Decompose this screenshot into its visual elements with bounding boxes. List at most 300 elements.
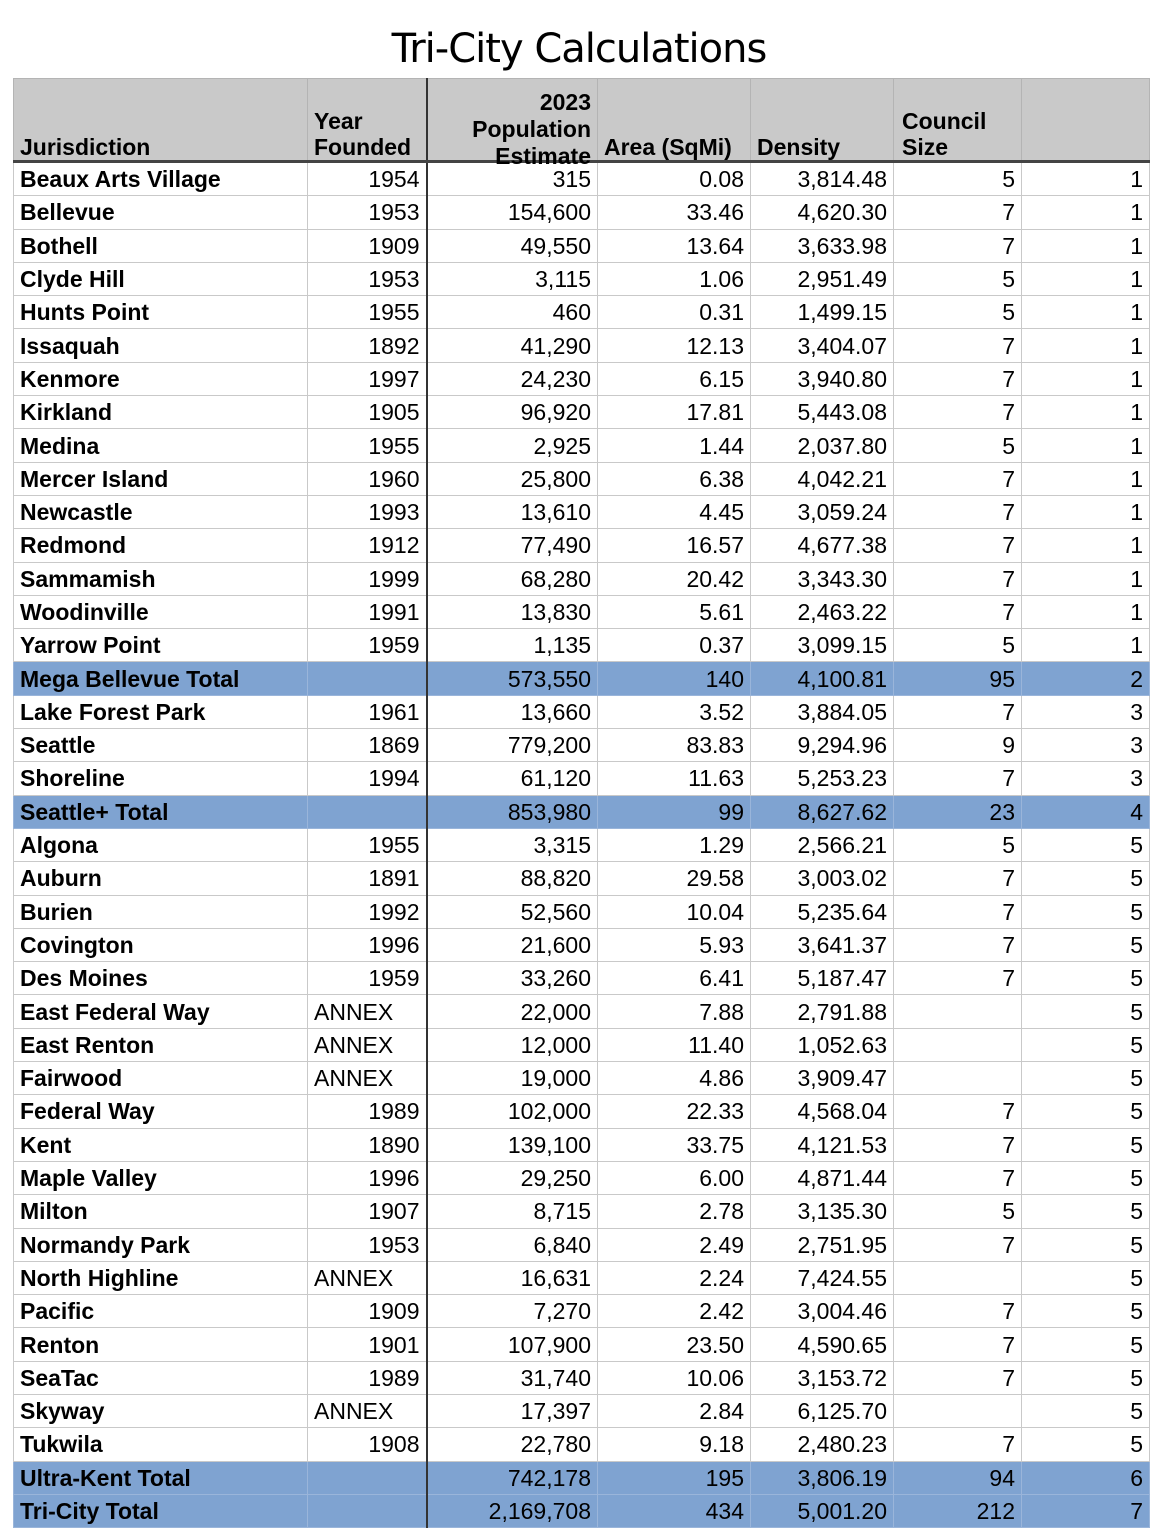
area-cell: 6.41 <box>598 962 751 995</box>
group-cell: 5 <box>1022 895 1150 928</box>
table-row <box>14 1261 1150 1294</box>
council-size-cell: 7 <box>894 1095 1022 1128</box>
density-cell: 3,940.80 <box>751 362 894 395</box>
jurisdiction-cell: Ultra-Kent Total <box>14 1461 308 1494</box>
population-cell: 88,820 <box>427 862 598 895</box>
jurisdiction-cell: East Federal Way <box>14 995 308 1028</box>
population-cell: 24,230 <box>427 362 598 395</box>
population-cell: 52,560 <box>427 895 598 928</box>
density-cell: 7,424.55 <box>751 1261 894 1294</box>
table-row <box>14 995 1150 1028</box>
year-founded-cell: 1953 <box>308 196 427 229</box>
table-row <box>14 1195 1150 1228</box>
population-cell: 573,550 <box>427 662 598 695</box>
year-founded-cell: 1891 <box>308 862 427 895</box>
density-cell: 1,499.15 <box>751 296 894 329</box>
jurisdiction-cell: Mega Bellevue Total <box>14 662 308 695</box>
table-row <box>14 729 1150 762</box>
table-row <box>14 329 1150 362</box>
jurisdiction-cell: Yarrow Point <box>14 629 308 662</box>
header-council-size <box>894 79 1022 162</box>
population-cell: 742,178 <box>427 1461 598 1494</box>
header-jurisdiction: Jurisdiction <box>14 79 308 162</box>
council-size-cell <box>894 1394 1022 1427</box>
table-row <box>14 1394 1150 1427</box>
group-cell: 5 <box>1022 862 1150 895</box>
population-cell: 3,115 <box>427 262 598 295</box>
group-cell: 1 <box>1022 529 1150 562</box>
jurisdiction-cell: Beaux Arts Village <box>14 162 308 196</box>
density-cell: 3,003.02 <box>751 862 894 895</box>
table-row <box>14 862 1150 895</box>
population-cell: 3,315 <box>427 828 598 861</box>
population-cell: 2,169,708 <box>427 1494 598 1527</box>
area-cell: 140 <box>598 662 751 695</box>
group-cell: 1 <box>1022 362 1150 395</box>
density-cell: 5,235.64 <box>751 895 894 928</box>
year-founded-cell: 1989 <box>308 1361 427 1394</box>
density-cell: 4,121.53 <box>751 1128 894 1161</box>
jurisdiction-cell: Covington <box>14 928 308 961</box>
council-size-cell: 7 <box>894 928 1022 961</box>
table-row <box>14 1328 1150 1361</box>
jurisdiction-cell: Bothell <box>14 229 308 262</box>
population-cell: 25,800 <box>427 462 598 495</box>
density-cell: 2,951.49 <box>751 262 894 295</box>
population-cell: 19,000 <box>427 1062 598 1095</box>
group-cell: 1 <box>1022 462 1150 495</box>
area-cell: 2.49 <box>598 1228 751 1261</box>
population-cell: 12,000 <box>427 1028 598 1061</box>
year-founded-cell: 1912 <box>308 529 427 562</box>
council-size-cell: 5 <box>894 629 1022 662</box>
group-cell: 5 <box>1022 962 1150 995</box>
council-size-cell: 212 <box>894 1494 1022 1527</box>
year-founded-cell: 1999 <box>308 562 427 595</box>
group-cell: 1 <box>1022 396 1150 429</box>
council-size-cell: 7 <box>894 229 1022 262</box>
council-size-cell: 7 <box>894 562 1022 595</box>
density-cell: 8,627.62 <box>751 795 894 828</box>
year-founded-cell: ANNEX <box>308 1062 427 1095</box>
density-cell: 3,884.05 <box>751 695 894 728</box>
area-cell: 5.61 <box>598 595 751 628</box>
council-size-cell: 5 <box>894 1195 1022 1228</box>
group-cell: 5 <box>1022 1328 1150 1361</box>
group-cell: 5 <box>1022 828 1150 861</box>
density-cell: 4,620.30 <box>751 196 894 229</box>
year-founded-cell: 1991 <box>308 595 427 628</box>
year-founded-cell: 1955 <box>308 296 427 329</box>
council-size-cell: 5 <box>894 828 1022 861</box>
group-cell: 3 <box>1022 762 1150 795</box>
group-cell: 1 <box>1022 629 1150 662</box>
population-cell: 61,120 <box>427 762 598 795</box>
council-size-cell: 5 <box>894 262 1022 295</box>
council-size-cell: 7 <box>894 329 1022 362</box>
area-cell: 4.86 <box>598 1062 751 1095</box>
council-size-cell: 7 <box>894 762 1022 795</box>
year-founded-cell <box>308 795 427 828</box>
area-cell: 99 <box>598 795 751 828</box>
table-row <box>14 1128 1150 1161</box>
year-founded-cell: 1959 <box>308 629 427 662</box>
group-cell: 1 <box>1022 262 1150 295</box>
population-cell: 853,980 <box>427 795 598 828</box>
council-size-cell: 94 <box>894 1461 1022 1494</box>
area-cell: 22.33 <box>598 1095 751 1128</box>
population-cell: 96,920 <box>427 396 598 429</box>
jurisdiction-cell: Skyway <box>14 1394 308 1427</box>
header-group <box>1022 79 1150 162</box>
area-cell: 11.40 <box>598 1028 751 1061</box>
year-founded-cell: 1959 <box>308 962 427 995</box>
population-cell: 7,270 <box>427 1295 598 1328</box>
jurisdiction-cell: Maple Valley <box>14 1161 308 1194</box>
population-cell: 154,600 <box>427 196 598 229</box>
density-cell: 5,187.47 <box>751 962 894 995</box>
council-size-cell <box>894 995 1022 1028</box>
area-cell: 83.83 <box>598 729 751 762</box>
year-founded-cell: 1905 <box>308 396 427 429</box>
area-cell: 0.37 <box>598 629 751 662</box>
tri-city-table <box>13 78 1150 1528</box>
council-size-cell: 9 <box>894 729 1022 762</box>
jurisdiction-cell: Issaquah <box>14 329 308 362</box>
council-size-cell: 7 <box>894 362 1022 395</box>
year-founded-cell: 1993 <box>308 495 427 528</box>
table-row <box>14 529 1150 562</box>
jurisdiction-cell: Bellevue <box>14 196 308 229</box>
council-size-cell: 7 <box>894 1128 1022 1161</box>
area-cell: 195 <box>598 1461 751 1494</box>
table-row <box>14 695 1150 728</box>
area-cell: 10.04 <box>598 895 751 928</box>
population-cell: 779,200 <box>427 729 598 762</box>
group-cell: 5 <box>1022 1095 1150 1128</box>
council-size-cell: 7 <box>894 1161 1022 1194</box>
council-size-cell: 7 <box>894 1361 1022 1394</box>
council-size-cell: 95 <box>894 662 1022 695</box>
population-cell: 107,900 <box>427 1328 598 1361</box>
header-population <box>427 79 598 169</box>
area-cell: 1.06 <box>598 262 751 295</box>
table-row <box>14 196 1150 229</box>
population-cell: 13,660 <box>427 695 598 728</box>
jurisdiction-cell: Tri-City Total <box>14 1494 308 1527</box>
population-cell: 6,840 <box>427 1228 598 1261</box>
population-cell: 21,600 <box>427 928 598 961</box>
density-cell: 2,791.88 <box>751 995 894 1028</box>
jurisdiction-cell: Sammamish <box>14 562 308 595</box>
council-size-cell <box>894 1028 1022 1061</box>
population-cell: 29,250 <box>427 1161 598 1194</box>
header-row <box>14 79 1150 162</box>
area-cell: 0.08 <box>598 162 751 196</box>
header-year-founded <box>308 79 427 162</box>
table-row <box>14 1062 1150 1095</box>
density-cell: 4,677.38 <box>751 529 894 562</box>
year-founded-cell: 1909 <box>308 229 427 262</box>
population-cell: 41,290 <box>427 329 598 362</box>
jurisdiction-cell: Mercer Island <box>14 462 308 495</box>
group-cell: 5 <box>1022 1228 1150 1261</box>
population-cell: 16,631 <box>427 1261 598 1294</box>
area-cell: 7.88 <box>598 995 751 1028</box>
area-cell: 2.78 <box>598 1195 751 1228</box>
jurisdiction-cell: Hunts Point <box>14 296 308 329</box>
council-size-cell: 7 <box>894 462 1022 495</box>
group-cell: 7 <box>1022 1494 1150 1527</box>
area-cell: 16.57 <box>598 529 751 562</box>
density-cell: 4,042.21 <box>751 462 894 495</box>
jurisdiction-cell: Clyde Hill <box>14 262 308 295</box>
year-founded-cell: 1954 <box>308 162 427 196</box>
area-cell: 6.15 <box>598 362 751 395</box>
density-cell: 3,153.72 <box>751 1361 894 1394</box>
area-cell: 12.13 <box>598 329 751 362</box>
density-cell: 3,641.37 <box>751 928 894 961</box>
population-cell: 33,260 <box>427 962 598 995</box>
jurisdiction-cell: Auburn <box>14 862 308 895</box>
jurisdiction-cell: Federal Way <box>14 1095 308 1128</box>
year-founded-cell: 1892 <box>308 329 427 362</box>
density-cell: 2,751.95 <box>751 1228 894 1261</box>
year-founded-cell: 1869 <box>308 729 427 762</box>
jurisdiction-cell: Shoreline <box>14 762 308 795</box>
table-row <box>14 1295 1150 1328</box>
group-cell: 5 <box>1022 995 1150 1028</box>
year-founded-cell: ANNEX <box>308 1394 427 1427</box>
year-founded-cell: 1953 <box>308 262 427 295</box>
council-size-cell: 7 <box>894 529 1022 562</box>
group-cell: 5 <box>1022 1161 1150 1194</box>
group-cell: 5 <box>1022 1028 1150 1061</box>
header-area: Area (SqMi) <box>598 79 751 162</box>
area-cell: 9.18 <box>598 1428 751 1461</box>
area-cell: 29.58 <box>598 862 751 895</box>
table-row <box>14 229 1150 262</box>
group-cell: 6 <box>1022 1461 1150 1494</box>
area-cell: 20.42 <box>598 562 751 595</box>
density-cell: 2,566.21 <box>751 828 894 861</box>
jurisdiction-cell: Des Moines <box>14 962 308 995</box>
area-cell: 5.93 <box>598 928 751 961</box>
density-cell: 3,806.19 <box>751 1461 894 1494</box>
year-founded-cell: 1953 <box>308 1228 427 1261</box>
jurisdiction-cell: Fairwood <box>14 1062 308 1095</box>
population-cell: 22,780 <box>427 1428 598 1461</box>
year-founded-cell: 1955 <box>308 429 427 462</box>
group-cell: 1 <box>1022 229 1150 262</box>
group-cell: 3 <box>1022 695 1150 728</box>
jurisdiction-cell: Milton <box>14 1195 308 1228</box>
jurisdiction-cell: Kent <box>14 1128 308 1161</box>
group-cell: 1 <box>1022 595 1150 628</box>
table-row <box>14 495 1150 528</box>
council-size-cell <box>894 1062 1022 1095</box>
area-cell: 10.06 <box>598 1361 751 1394</box>
density-cell: 4,100.81 <box>751 662 894 695</box>
total-row <box>14 1461 1150 1494</box>
density-cell: 5,443.08 <box>751 396 894 429</box>
group-cell: 3 <box>1022 729 1150 762</box>
council-size-cell: 5 <box>894 296 1022 329</box>
jurisdiction-cell: SeaTac <box>14 1361 308 1394</box>
density-cell: 3,004.46 <box>751 1295 894 1328</box>
jurisdiction-cell: Lake Forest Park <box>14 695 308 728</box>
jurisdiction-cell: East Renton <box>14 1028 308 1061</box>
group-cell: 5 <box>1022 1261 1150 1294</box>
council-size-cell: 23 <box>894 795 1022 828</box>
council-size-cell: 7 <box>894 1295 1022 1328</box>
area-cell: 11.63 <box>598 762 751 795</box>
group-cell: 5 <box>1022 1128 1150 1161</box>
density-cell: 3,909.47 <box>751 1062 894 1095</box>
area-cell: 33.46 <box>598 196 751 229</box>
jurisdiction-cell: Renton <box>14 1328 308 1361</box>
population-cell: 77,490 <box>427 529 598 562</box>
area-cell: 13.64 <box>598 229 751 262</box>
population-cell: 460 <box>427 296 598 329</box>
page-title: Tri-City Calculations <box>391 26 767 72</box>
group-cell: 4 <box>1022 795 1150 828</box>
density-cell: 2,037.80 <box>751 429 894 462</box>
density-cell: 3,814.48 <box>751 162 894 196</box>
area-cell: 0.31 <box>598 296 751 329</box>
area-cell: 6.00 <box>598 1161 751 1194</box>
header-council-size-label: Council Size <box>902 108 987 160</box>
year-founded-cell <box>308 662 427 695</box>
year-founded-cell: 1996 <box>308 928 427 961</box>
jurisdiction-cell: Pacific <box>14 1295 308 1328</box>
area-cell: 2.24 <box>598 1261 751 1294</box>
council-size-cell: 7 <box>894 1228 1022 1261</box>
density-cell: 9,294.96 <box>751 729 894 762</box>
year-founded-cell: 1909 <box>308 1295 427 1328</box>
population-cell: 17,397 <box>427 1394 598 1427</box>
jurisdiction-cell: Newcastle <box>14 495 308 528</box>
year-founded-cell: 1907 <box>308 1195 427 1228</box>
group-cell: 1 <box>1022 196 1150 229</box>
group-cell: 1 <box>1022 562 1150 595</box>
table-row <box>14 928 1150 961</box>
table-row <box>14 462 1150 495</box>
population-cell: 13,610 <box>427 495 598 528</box>
density-cell: 5,001.20 <box>751 1494 894 1527</box>
council-size-cell: 7 <box>894 895 1022 928</box>
density-cell: 2,480.23 <box>751 1428 894 1461</box>
council-size-cell: 7 <box>894 695 1022 728</box>
area-cell: 434 <box>598 1494 751 1527</box>
group-cell: 5 <box>1022 1062 1150 1095</box>
year-founded-cell: 1890 <box>308 1128 427 1161</box>
year-founded-cell: 1901 <box>308 1328 427 1361</box>
year-founded-cell: 1994 <box>308 762 427 795</box>
jurisdiction-cell: Kenmore <box>14 362 308 395</box>
year-founded-cell: 1996 <box>308 1161 427 1194</box>
density-cell: 3,059.24 <box>751 495 894 528</box>
jurisdiction-cell: Kirkland <box>14 396 308 429</box>
year-founded-cell: 1961 <box>308 695 427 728</box>
density-cell: 3,343.30 <box>751 562 894 595</box>
header-year-founded-label: Year Founded <box>314 108 412 160</box>
year-founded-cell: 1997 <box>308 362 427 395</box>
year-founded-cell: ANNEX <box>308 1261 427 1294</box>
year-founded-cell: ANNEX <box>308 1028 427 1061</box>
population-cell: 31,740 <box>427 1361 598 1394</box>
population-cell: 102,000 <box>427 1095 598 1128</box>
density-cell: 4,871.44 <box>751 1161 894 1194</box>
group-cell: 1 <box>1022 429 1150 462</box>
total-row <box>14 662 1150 695</box>
density-cell: 5,253.23 <box>751 762 894 795</box>
population-cell: 22,000 <box>427 995 598 1028</box>
group-cell: 1 <box>1022 162 1150 196</box>
area-cell: 2.42 <box>598 1295 751 1328</box>
table-row <box>14 262 1150 295</box>
jurisdiction-cell: Seattle+ Total <box>14 795 308 828</box>
council-size-cell: 7 <box>894 495 1022 528</box>
area-cell: 23.50 <box>598 1328 751 1361</box>
table-row <box>14 296 1150 329</box>
group-cell: 1 <box>1022 495 1150 528</box>
area-cell: 3.52 <box>598 695 751 728</box>
table-row <box>14 429 1150 462</box>
jurisdiction-cell: Redmond <box>14 529 308 562</box>
density-cell: 1,052.63 <box>751 1028 894 1061</box>
table-row <box>14 595 1150 628</box>
group-cell: 5 <box>1022 1428 1150 1461</box>
table-body <box>14 162 1150 1528</box>
area-cell: 17.81 <box>598 396 751 429</box>
group-cell: 5 <box>1022 928 1150 961</box>
table-row <box>14 962 1150 995</box>
population-cell: 2,925 <box>427 429 598 462</box>
jurisdiction-cell: Normandy Park <box>14 1228 308 1261</box>
population-cell: 13,830 <box>427 595 598 628</box>
jurisdiction-cell: Algona <box>14 828 308 861</box>
header-density: Density <box>751 79 894 162</box>
year-founded-cell <box>308 1461 427 1494</box>
council-size-cell: 7 <box>894 196 1022 229</box>
table-row <box>14 629 1150 662</box>
jurisdiction-cell: Tukwila <box>14 1428 308 1461</box>
year-founded-cell: 1989 <box>308 1095 427 1128</box>
area-cell: 4.45 <box>598 495 751 528</box>
council-size-cell: 7 <box>894 1328 1022 1361</box>
jurisdiction-cell: Seattle <box>14 729 308 762</box>
area-cell: 1.29 <box>598 828 751 861</box>
council-size-cell: 5 <box>894 162 1022 196</box>
council-size-cell <box>894 1261 1022 1294</box>
area-cell: 2.84 <box>598 1394 751 1427</box>
council-size-cell: 7 <box>894 595 1022 628</box>
area-cell: 6.38 <box>598 462 751 495</box>
table-row <box>14 1095 1150 1128</box>
group-cell: 5 <box>1022 1394 1150 1427</box>
population-cell: 49,550 <box>427 229 598 262</box>
group-cell: 5 <box>1022 1361 1150 1394</box>
council-size-cell: 5 <box>894 429 1022 462</box>
jurisdiction-cell: North Highline <box>14 1261 308 1294</box>
council-size-cell: 7 <box>894 862 1022 895</box>
density-cell: 6,125.70 <box>751 1394 894 1427</box>
density-cell: 3,135.30 <box>751 1195 894 1228</box>
table-row <box>14 562 1150 595</box>
total-row <box>14 1494 1150 1527</box>
year-founded-cell: 1960 <box>308 462 427 495</box>
